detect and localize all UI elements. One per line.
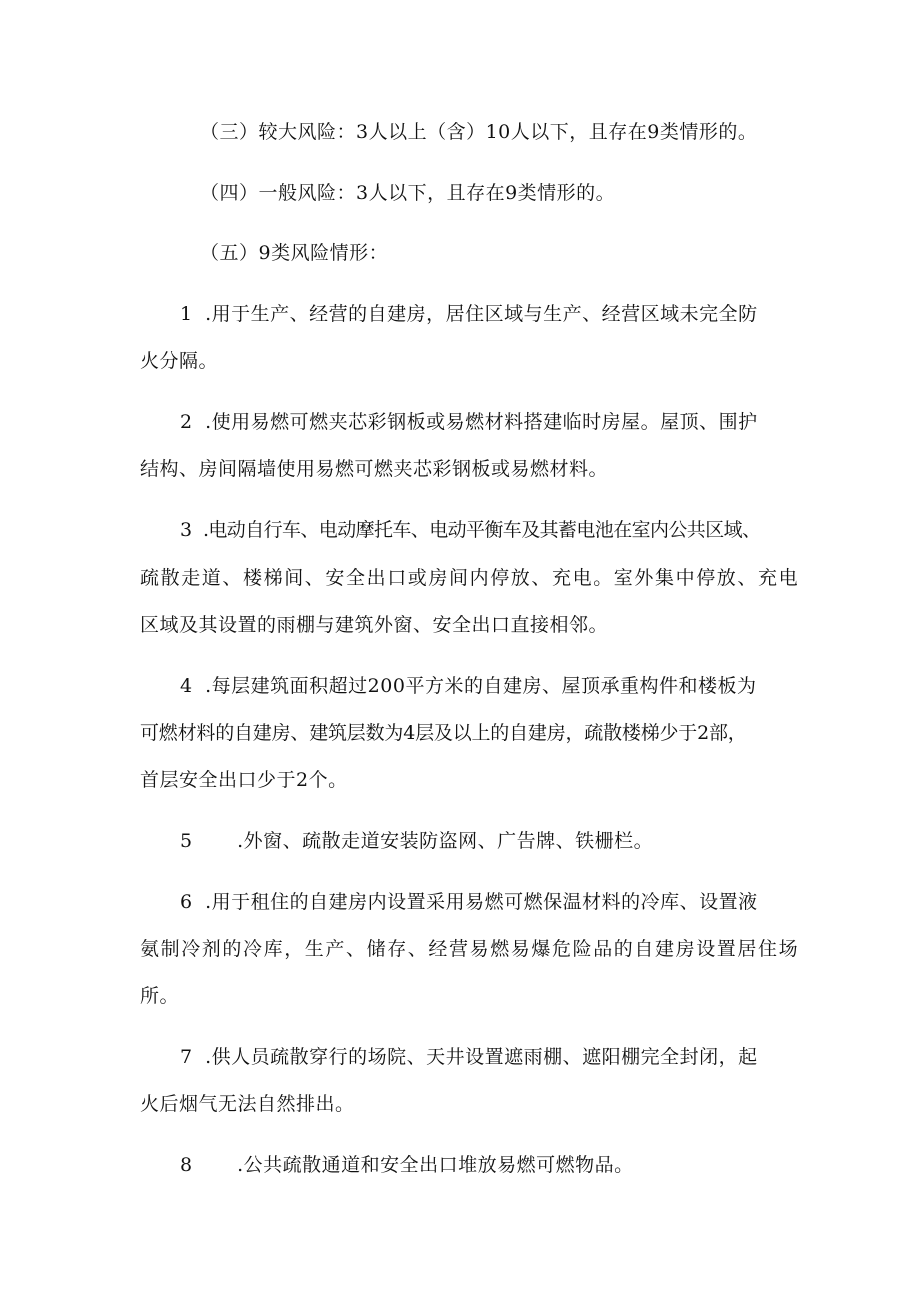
list-item-4-line-3: 首层安全出口少于2个。 bbox=[140, 769, 348, 791]
list-item-6-line-1 bbox=[180, 889, 920, 915]
list-item-4-line-2: 可燃材料的自建房、建筑层数为4层及以上的自建房，疏散楼梯少于2部， bbox=[140, 722, 747, 744]
list-item-number: 8 bbox=[180, 1154, 193, 1176]
list-item-3-line-3: 区域及其设置的雨棚与建筑外窗、安全出口直接相邻。 bbox=[140, 614, 609, 636]
list-item-number: 5 bbox=[180, 830, 193, 852]
list-item-2-line-1 bbox=[180, 409, 920, 435]
list-item-text: .电动自行车、电动摩托车、电动平衡车及其蓄电池在室内公共区域、 bbox=[202, 519, 761, 541]
list-item-1-line-1 bbox=[180, 301, 920, 327]
list-item-text: .用于租住的自建房内设置采用易燃可燃保温材料的冷库、设置液 bbox=[205, 891, 758, 913]
list-item-6-line-3: 所。 bbox=[140, 985, 180, 1007]
list-item-2-line-2: 结构、房间隔墙使用易燃可燃夹芯彩钢板或易燃材料。 bbox=[140, 458, 609, 480]
list-item-text: .使用易燃可燃夹芯彩钢板或易燃材料搭建临时房屋。屋顶、围护 bbox=[205, 411, 758, 433]
list-item-7-line-2: 火后烟气无法自然排出。 bbox=[140, 1093, 355, 1115]
list-item-number: 2 bbox=[180, 411, 193, 433]
list-item-text: .公共疏散通道和安全出口堆放易燃可燃物品。 bbox=[237, 1154, 634, 1176]
list-item-4-line-1 bbox=[180, 673, 920, 699]
list-item-text: .每层建筑面积超过200平方米的自建房、屋顶承重构件和楼板为 bbox=[205, 675, 757, 697]
list-item-8-line-1 bbox=[180, 1152, 920, 1178]
list-item-3-line-1 bbox=[180, 517, 920, 543]
list-item-number: 1 bbox=[180, 303, 193, 325]
list-item-1-line-2: 火分隔。 bbox=[140, 350, 219, 372]
paragraph-nine-situations-heading: （五）9类风险情形： bbox=[200, 242, 389, 264]
list-item-3-line-2: 疏散走道、楼梯间、安全出口或房间内停放、充电。室外集中停放、充电 bbox=[140, 567, 800, 589]
paragraph-general-risk: （四）一般风险：3人以下，且存在9类情形的。 bbox=[200, 182, 616, 204]
list-item-text: .用于生产、经营的自建房，居住区域与生产、经营区域未完全防 bbox=[205, 303, 758, 325]
list-item-7-line-1 bbox=[180, 1044, 920, 1070]
list-item-number: 6 bbox=[180, 891, 193, 913]
list-item-text: .供人员疏散穿行的场院、天井设置遮雨棚、遮阳棚完全封闭，起 bbox=[205, 1046, 758, 1068]
list-item-text: .外窗、疏散走道安装防盗网、广告牌、铁栅栏。 bbox=[237, 830, 654, 852]
list-item-5-line-1 bbox=[180, 828, 920, 854]
list-item-number: 3 bbox=[180, 519, 192, 541]
list-item-number: 7 bbox=[180, 1046, 193, 1068]
paragraph-larger-risk: （三）较大风险：3人以上（含）10人以下，且存在9类情形的。 bbox=[200, 121, 758, 143]
list-item-6-line-2: 氨制冷剂的冷库，生产、储存、经营易燃易爆危险品的自建房设置居住场 bbox=[140, 938, 800, 960]
list-item-number: 4 bbox=[180, 675, 193, 697]
